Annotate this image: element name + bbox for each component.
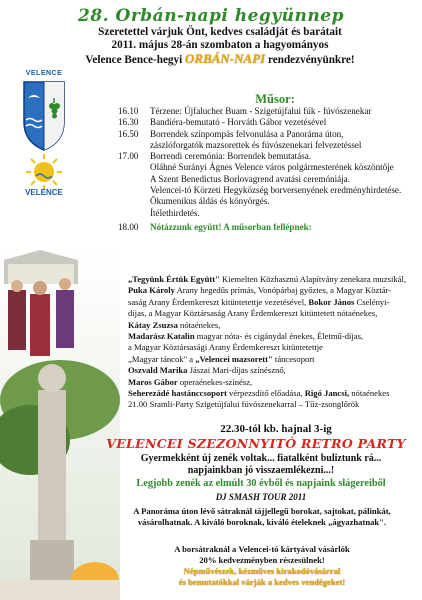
page-title: 28. Orbán-napi hegyünnep [78, 6, 344, 26]
program-item-time: 17.00 [118, 151, 139, 162]
performer-line [128, 274, 418, 285]
performer-line [128, 342, 418, 353]
performer-line [128, 297, 418, 308]
vendor-info [112, 506, 412, 528]
greeting-line-2: 2011. május 28-án szombaton a hagyományos [111, 39, 329, 52]
program-item-line: A Szent Benedictus Borlovagrend avatási ceremóniája. [150, 173, 350, 184]
event-name-highlight: ORBÁN-NAPI [185, 51, 266, 67]
program-item [118, 151, 418, 219]
performer-line [128, 320, 418, 331]
performer-desc: nótaénekes, [177, 319, 221, 330]
shield-icon [18, 76, 70, 196]
program-item-line: Ökumenikus áldás és könyörgés. [150, 196, 270, 207]
program-item-line: zászlóforgatók mazsorettek és fúvószenekari felvezetéssel [150, 139, 362, 150]
performer-name: „Tegyünk Értük Együtt" [128, 274, 220, 284]
crafts-info-line: Népművészek, kézműves kirakodóvásárral [183, 566, 341, 576]
party-subtitle-line: Gyermekként új zenék voltak... fiatalként buliztunk rá... [140, 453, 382, 464]
program-item-line: Ítélethirdetés. [150, 207, 200, 218]
performer-desc: vérpezsdítő előadása, [226, 388, 305, 399]
velence-coat-of-arms-logo [18, 70, 70, 200]
program-item [118, 129, 418, 152]
program-item-line: Oláhné Surányi Ágnes Velence város polgármesterének köszöntője [150, 162, 394, 173]
logo-bottom-text: VELENCE [25, 188, 63, 197]
logo-top-text: VELENCE [25, 70, 63, 77]
performer-desc: „Magyar táncok" a [128, 353, 196, 364]
performer-desc: a Magyar Köztársasági Arany Érdemkereszt kitüntetettje [128, 342, 323, 353]
performer-desc: táncesoport [272, 353, 315, 364]
greeting-line-1: Szeretettel várjuk Önt, kedves családját és barátait [98, 26, 342, 38]
party-highlight: Legjobb zenék az elmúlt 30 évből és napjaink slágereiből [136, 478, 386, 489]
program-item-time: 16.30 [118, 117, 139, 128]
performer-desc: operaénekes-színész, [177, 376, 253, 387]
performer-name: Puka Károly [128, 285, 175, 296]
program-item [118, 106, 418, 117]
dj-name: DJ SMASH TOUR 2011 [215, 492, 307, 502]
crafts-info-line: és bemutatókkal várják a kedves vendégeket! [178, 577, 346, 587]
performers-heading: Nótázzunk együtt! A műsorban fellépnek: [150, 221, 312, 232]
performer-desc: magyar nóta- és cigánydal énekes, Életmű-díjas, [194, 331, 364, 342]
performer-name: Oszvald Marika [128, 365, 188, 376]
performer-line [128, 354, 418, 365]
performer-name: Bokor János [308, 296, 355, 307]
program-item-line: Borrendi ceremónia: Borrendek bemutatása. [150, 151, 312, 162]
performer-desc: Kiemelten Közhasznú Alapítvány zenekara muzsikál, [219, 274, 406, 284]
vendor-info-line: A Panoráma úton lévő sátraknál tájjellegű borokat, sajtokat, pálinkát, [133, 506, 391, 516]
program-item-time: 16.50 [118, 128, 139, 139]
greeting-line-3-pre: Velence Bence-hegyi [85, 54, 186, 67]
festival-photo-collage [0, 250, 120, 600]
party-time: 22.30-tól kb. hajnal 3-ig [220, 423, 332, 435]
discount-info-line: A borsátraknál a Velencei-tó kártyával vásárlók [174, 544, 350, 554]
program-item-line: Borrendek színpompás felvonulása a Panoráma úton, [150, 128, 344, 139]
performer-desc: nótaénekes [349, 388, 390, 399]
program-item-time: 16.10 [118, 106, 139, 116]
performer-name: Kátay Zsuzsa [128, 319, 178, 330]
program-item-text [150, 129, 418, 152]
performer-name: Maros Gábor [128, 376, 178, 387]
program-item [118, 117, 418, 128]
performer-name: Madarász Katalin [128, 331, 195, 342]
program-list [118, 106, 418, 233]
performer-line [128, 377, 418, 388]
performer-desc: 21.00 Sramli-Party Szigetújfalui fúvószenekarral – Tűz-zsonglőrök [128, 399, 360, 410]
program-item-line: Velencei-tó Körzeti Hegyközség borversenyének eredményhirdetése. [150, 185, 402, 196]
program-item-text: Térzene: Újfalucher Buam - Szigetújfalui fúk - fúvószenekar [150, 106, 372, 116]
discount-info [112, 544, 412, 588]
performer-desc: Cselényi- [354, 296, 390, 307]
party-subtitle [100, 453, 422, 477]
performers-list [128, 274, 418, 411]
program-item [118, 222, 418, 233]
invitation-text [70, 26, 370, 68]
program-item-time: 18.00 [118, 221, 139, 232]
performer-line [128, 399, 418, 410]
program-title: Műsor: [255, 92, 295, 106]
performer-desc: saság Arany Érdemkereszt kitüntetettje vezetésével, [128, 296, 309, 307]
performer-name: Seherezádé hastánccsoport [128, 388, 227, 399]
vendor-info-line: vásárolhatnak. A kiváló boroknak, kiváló ételeknek „ágyazhatnak". [137, 517, 387, 527]
performer-name: Rigó Jancsi, [304, 388, 350, 399]
performer-line [128, 365, 418, 376]
greeting-line-3-post: rendezvényünkre! [265, 54, 355, 67]
performer-name: „Velencei mazsorett" [195, 353, 273, 364]
performer-line [128, 388, 418, 399]
program-item-text: Bandiéra-bemutató - Horváth Gábor vezetésével [150, 117, 327, 128]
performer-desc: Jászai Mari-díjas színésznő, [187, 365, 286, 376]
greeting-line-3 [70, 52, 370, 67]
performer-desc: díjas, a Magyar Köztársaság Arany Érdemkereszt kitüntetett nótaénekes, [128, 308, 378, 319]
performer-line [128, 331, 418, 342]
performer-line [128, 285, 418, 296]
party-title: VELENCEI SZEZONNYITÓ RETRO PARTY [106, 436, 406, 451]
program-item-text [150, 151, 418, 219]
performer-line [128, 308, 418, 319]
discount-info-line: 20% kedvezményben részesülnek! [199, 555, 325, 565]
performer-desc: Arany hegedűs prímás, Vonópárbaj győztes, a Magyar Köztár- [174, 285, 392, 296]
party-subtitle-line: napjainkban jó visszaemlékezni...! [187, 465, 335, 476]
